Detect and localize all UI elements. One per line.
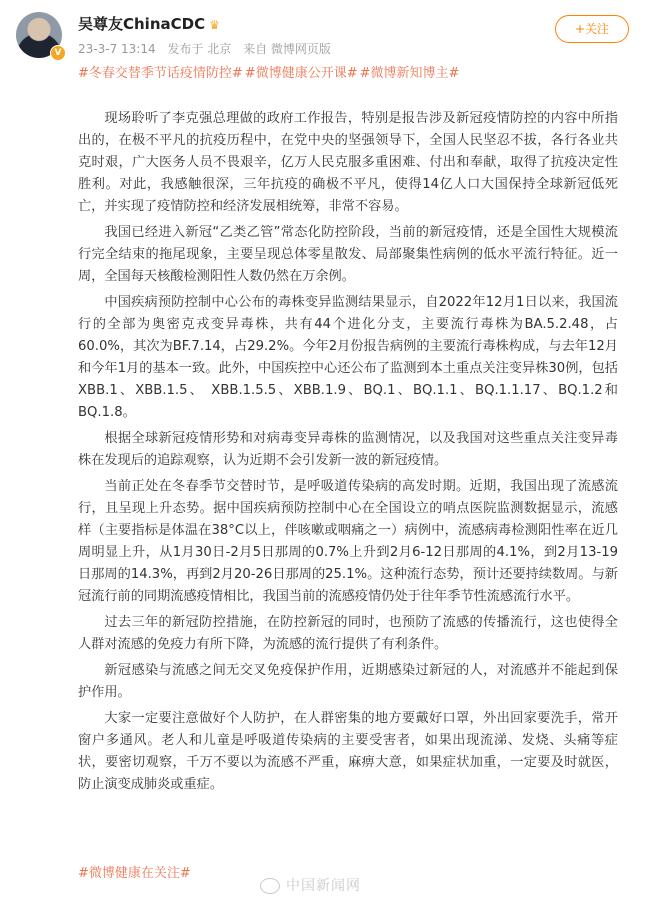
author-name-text[interactable]: 吴尊友ChinaCDC [78,15,206,33]
post-meta [78,40,339,57]
paragraph: 中国疾病预防控制中心公布的毒株变异监测结果显示，自2022年12月1日以来，我国流行的全部为奥密克戎变异毒株，共有44个进化分支，主要流行毒株为BA.5.2.48，占60.0%，其次为BF.7.14，占29.2%。今年2月份报告病例的主要流行毒株构成，与去年12月和今年1月的基本一致。此外，中国疾控中心还公布了监测到本土重点关注变异株30例，包括 XBB.1、XBB.1.5、 XBB.1.5.5、XBB.1.9、BQ.1、BQ.1.1、BQ.1.1.17、BQ.1.2和BQ.1.8。 [78,295,618,420]
post-date[interactable]: 23-3-7 13:14 [78,42,156,56]
weibo-logo-icon [260,878,280,894]
watermark [260,875,361,895]
follow-button[interactable]: +关注 [555,15,629,43]
post-source[interactable]: 来自 微博网页版 [243,42,331,56]
paragraph: 根据全球新冠疫情形势和对病毒变异毒株的监测情况，以及我国对这些重点关注变异毒株在发现后的追踪观察，认为近期不会引发新一波的新冠疫情。 [78,431,618,468]
footer-topic-tag[interactable]: #微博健康在关注# [78,866,191,881]
paragraph: 现场聆听了李克强总理做的政府工作报告，特别是报告涉及新冠疫情防控的内容中所指出的，在极不平凡的抗疫历程中，在党中央的坚强领导下，全国人民坚忍不拔，各行各业共克时艰，广大医务人员不畏艰辛，亿万人民克服多重困难、付出和奉献，取得了抗疫决定性胜利。对此，我感触很深，三年抗疫的确极不平凡，使得14亿人口大国保持全球新冠低死亡，并实现了疫情防控和经济发展相统筹，非常不容易。 [78,111,618,214]
post-location: 发布于 北京 [167,42,232,56]
paragraph: 大家一定要注意做好个人防护，在人群密集的地方要戴好口罩，外出回家要洗手，常开窗户多通风。老人和儿童是呼吸道传染病的主要受害者，如果出现流涕、发烧、头痛等症状，要密切观察，千万不要以为流感不严重，麻痹大意，如果症状加重，一定要及时就医，防止演变成肺炎或重症。 [78,711,618,792]
post-body [78,108,618,800]
paragraph: 我国已经进入新冠“乙类乙管”常态化防控阶段，当前的新冠疫情，还是全国性大规模流行完全结束的拖尾现象，主要呈现总体零星散发、局部聚集性病例的低水平流行特征。近一周，全国每天核酸检测阳性人数仍然在万余例。 [78,225,618,284]
verified-badge-icon: V [50,45,66,61]
topic-tags [78,62,461,81]
topic-tag[interactable]: #微博健康公开课# [244,66,358,81]
paragraph: 当前正处在冬春季节交替时节，是呼吸道传染病的高发时期。近期，我国出现了流感流行，且呈现上升态势。据中国疾病预防控制中心在全国设立的哨点医院监测数据显示，流感样（主要指标是体温在38°C以上，伴咳嗽或咽痛之一）病例中，流感病毒检测阳性率在近几周明显上升，从1月30日-2月5日那周的0.7%上升到2月6-12日那周的4.1%，到2月13-19日那周的14.3%，再到2月20-26日那周的25.1%。这种流行态势，预计还要持续数周。与新冠流行前的同期流感疫情相比，我国当前的流感疫情仍处于往年季节性流感流行水平。 [78,479,618,604]
watermark-text: 中国新闻网 [286,878,361,894]
post-header [0,0,645,70]
paragraph: 过去三年的新冠防控措施，在防控新冠的同时，也预防了流感的传播流行，这也使得全人群对流感的免疫力有所下降，为流感的流行提供了有利条件。 [78,615,618,652]
crown-icon: ♛ [209,18,220,32]
topic-tag[interactable]: #微博新知博主# [359,66,460,81]
paragraph: 新冠感染与流感之间无交叉免疫保护作用，近期感染过新冠的人，对流感并不能起到保护作用。 [78,663,618,700]
author-name[interactable] [78,13,220,34]
topic-tag[interactable]: #冬春交替季节话疫情防控# [78,66,243,81]
